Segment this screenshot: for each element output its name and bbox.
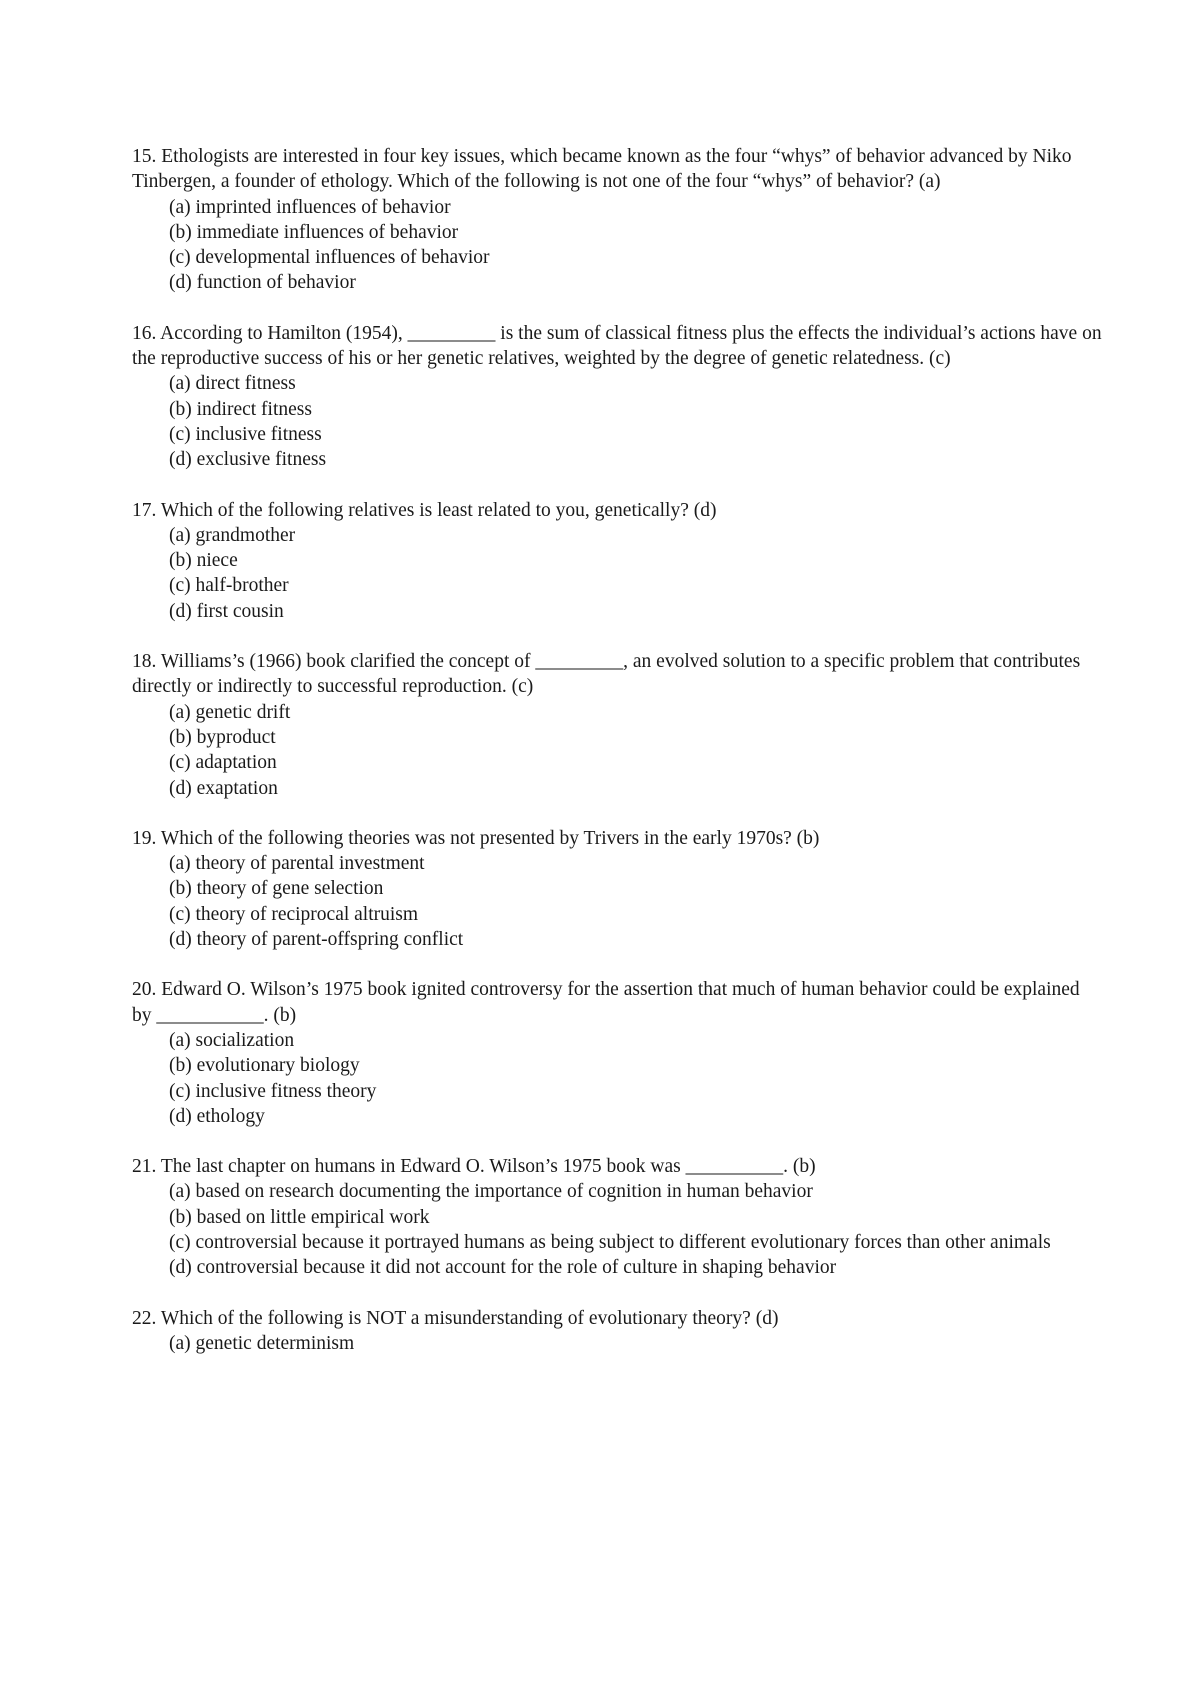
option-a: (a) direct fitness bbox=[169, 373, 296, 395]
answer-options bbox=[132, 1179, 1102, 1280]
option-b: (b) based on little empirical work bbox=[169, 1206, 430, 1228]
option-a: (a) theory of parental investment bbox=[169, 853, 425, 875]
question-16 bbox=[132, 321, 1102, 473]
question-20 bbox=[132, 977, 1102, 1129]
option-a: (a) genetic determinism bbox=[169, 1332, 355, 1354]
question-18 bbox=[132, 649, 1102, 801]
option-b: (b) niece bbox=[169, 550, 238, 572]
question-stem: 17. Which of the following relatives is least related to you, genetically? (d) bbox=[132, 499, 717, 521]
option-b: (b) immediate influences of behavior bbox=[169, 221, 459, 243]
answer-options bbox=[132, 195, 1102, 296]
option-c: (c) theory of reciprocal altruism bbox=[169, 903, 419, 925]
answer-options bbox=[132, 371, 1102, 472]
question-stem: 15. Ethologists are interested in four key issues, which became known as the four “whys” of behavior advanced by Niko Tinbergen, a founder of ethology. Which of the following is not one of the four “whys” of behavior? (a) bbox=[132, 146, 1072, 193]
question-stem: 20. Edward O. Wilson’s 1975 book ignited controversy for the assertion that much of human behavior could be explained by ___________. (b) bbox=[132, 979, 1080, 1026]
option-c: (c) adaptation bbox=[169, 752, 277, 774]
question-22 bbox=[132, 1306, 1102, 1357]
option-d: (d) exclusive fitness bbox=[169, 449, 327, 471]
question-21 bbox=[132, 1154, 1102, 1280]
option-d: (d) first cousin bbox=[169, 600, 284, 622]
document-page bbox=[132, 144, 1102, 1381]
option-b: (b) byproduct bbox=[169, 726, 276, 748]
option-d: (d) exaptation bbox=[169, 777, 278, 799]
option-d: (d) ethology bbox=[169, 1105, 265, 1127]
option-a: (a) socialization bbox=[169, 1029, 295, 1051]
option-c: (c) developmental influences of behavior bbox=[169, 247, 490, 269]
option-c: (c) inclusive fitness theory bbox=[169, 1080, 377, 1102]
option-d: (d) function of behavior bbox=[169, 272, 356, 294]
option-c: (c) inclusive fitness bbox=[169, 423, 322, 445]
question-stem: 21. The last chapter on humans in Edward O. Wilson’s 1975 book was __________. (b) bbox=[132, 1156, 816, 1178]
question-19 bbox=[132, 826, 1102, 952]
option-c: (c) controversial because it portrayed humans as being subject to different evolutionary forces than other animals bbox=[169, 1231, 1051, 1253]
option-b: (b) theory of gene selection bbox=[169, 878, 384, 900]
question-stem: 22. Which of the following is NOT a misunderstanding of evolutionary theory? (d) bbox=[132, 1307, 779, 1329]
option-b: (b) evolutionary biology bbox=[169, 1055, 360, 1077]
option-c: (c) half-brother bbox=[169, 575, 289, 597]
question-stem: 18. Williams’s (1966) book clarified the concept of _________, an evolved solution to a specific problem that contributes directly or indirectly to successful reproduction. (c) bbox=[132, 651, 1081, 698]
question-17 bbox=[132, 498, 1102, 624]
answer-options bbox=[132, 700, 1102, 801]
answer-options bbox=[132, 1028, 1102, 1129]
option-a: (a) based on research documenting the importance of cognition in human behavior bbox=[169, 1181, 813, 1203]
option-a: (a) genetic drift bbox=[169, 701, 291, 723]
question-stem: 16. According to Hamilton (1954), _________ is the sum of classical fitness plus the effects the individual’s actions have on the reproductive success of his or her genetic relatives, weighted by the degree of genetic relatedness. (c) bbox=[132, 322, 1102, 370]
question-stem: 19. Which of the following theories was not presented by Trivers in the early 1970s? (b) bbox=[132, 827, 820, 849]
option-a: (a) grandmother bbox=[169, 524, 296, 546]
option-d: (d) controversial because it did not account for the role of culture in shaping behavior bbox=[169, 1257, 837, 1279]
answer-options bbox=[132, 851, 1102, 952]
answer-options bbox=[132, 1331, 1102, 1356]
answer-options bbox=[132, 523, 1102, 624]
option-b: (b) indirect fitness bbox=[169, 398, 312, 420]
question-15 bbox=[132, 144, 1102, 296]
option-a: (a) imprinted influences of behavior bbox=[169, 196, 451, 218]
option-d: (d) theory of parent-offspring conflict bbox=[169, 929, 464, 951]
